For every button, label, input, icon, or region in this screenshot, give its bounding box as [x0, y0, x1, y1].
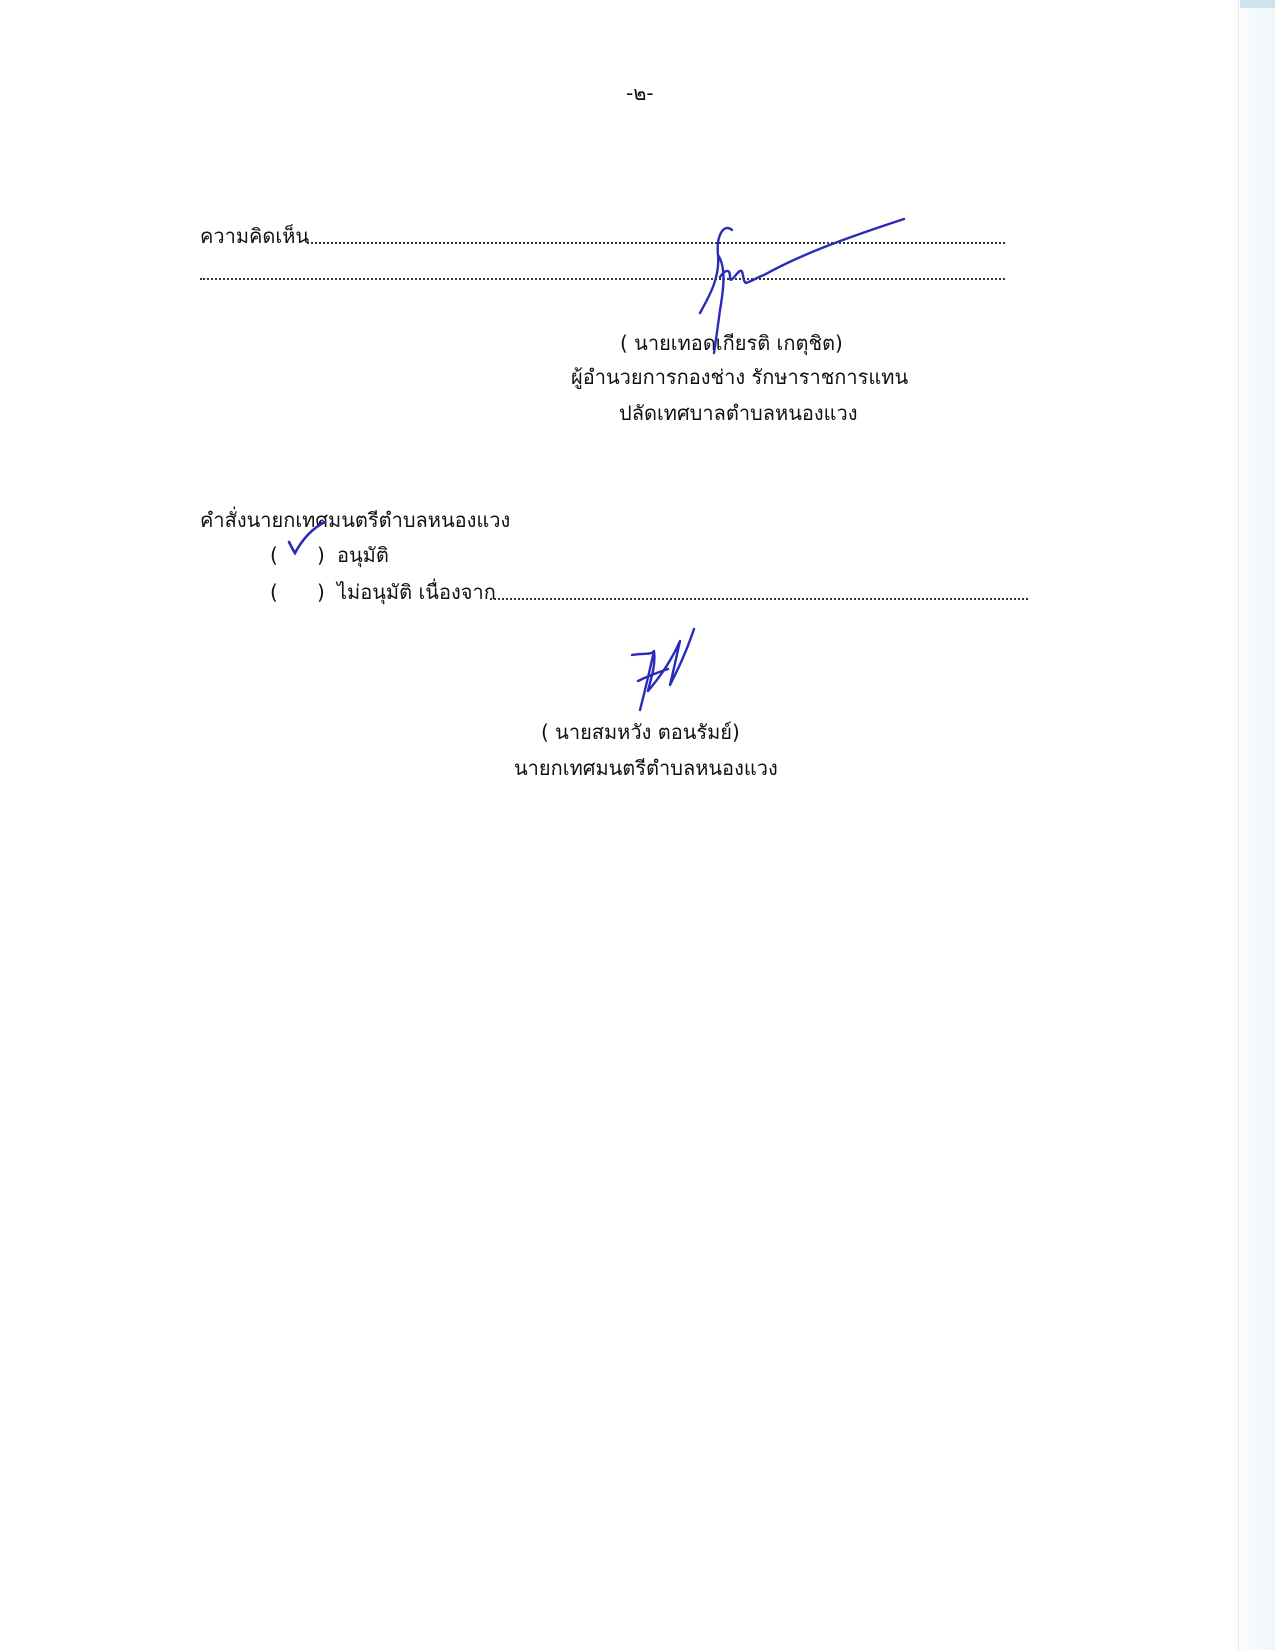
signer1-position: ผู้อำนวยการกองช่าง รักษาราชการแทน: [571, 365, 909, 389]
approve-paren-open: (: [270, 543, 278, 567]
page-number: -๒-: [626, 81, 654, 105]
page-edge-top: [1240, 0, 1275, 8]
opinion-label: ความคิดเห็น: [200, 224, 310, 248]
reject-reason-line: [490, 598, 1028, 600]
signature-2: [620, 625, 710, 715]
signer1-office: ปลัดเทศบาลตำบลหนองแวง: [619, 401, 858, 425]
reject-label: ไม่อนุมัติ เนื่องจาก: [337, 580, 496, 604]
reject-paren-close[interactable]: ): [317, 580, 325, 604]
order-heading: คำสั่งนายกเทศมนตรีตำบลหนองแวง: [200, 508, 511, 532]
page-edge: [1238, 0, 1275, 1650]
approve-label: อนุมัติ: [337, 543, 389, 567]
signer1-name: ( นายเทอดเกียรติ เกตุชิต): [620, 331, 843, 355]
approve-paren-close[interactable]: ): [317, 543, 325, 567]
check-mark-icon: [285, 520, 335, 556]
reject-paren-open: (: [270, 580, 278, 604]
signature-1: [680, 215, 920, 355]
signer2-name: ( นายสมหวัง ตอนรัมย์): [541, 720, 740, 744]
signer2-position: นายกเทศมนตรีตำบลหนองแวง: [514, 756, 778, 780]
